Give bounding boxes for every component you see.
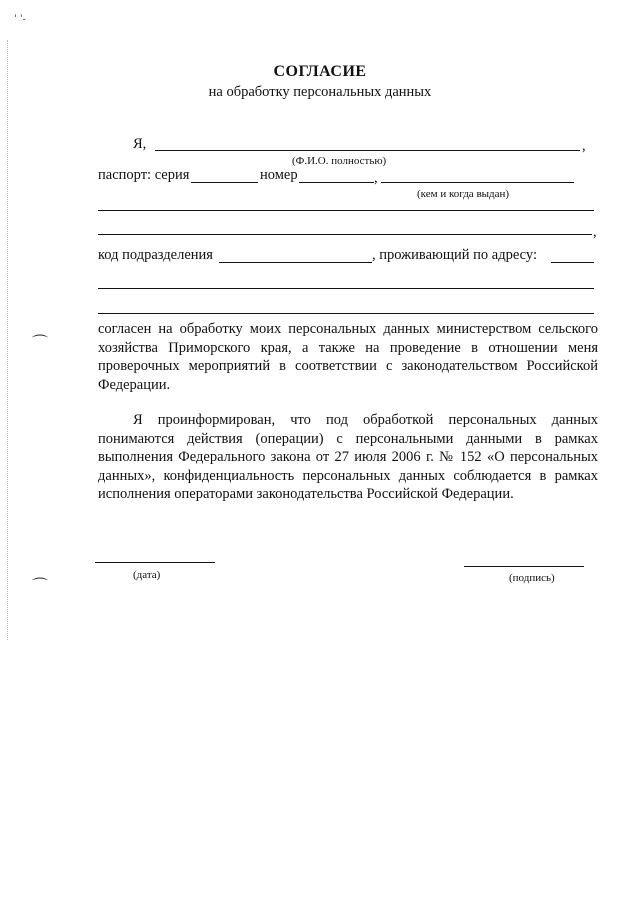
date-caption: (дата) bbox=[133, 569, 161, 581]
consent-paragraph: согласен на обработку моих персональных данных министерством сельского хозяйства Приморского края, а также на проведение в отношении меня проверочных мероприятий в соответствии с законодательством Российской Федерации. bbox=[98, 321, 598, 393]
division-code-field[interactable] bbox=[219, 262, 372, 263]
address-label: , проживающий по адресу: bbox=[372, 247, 537, 263]
address-field-3[interactable] bbox=[98, 313, 594, 314]
issued-caption: (кем и когда выдан) bbox=[417, 188, 510, 200]
punch-hole-mark-bottom: ⌒ bbox=[32, 576, 49, 595]
signature-caption: (подпись) bbox=[509, 572, 555, 584]
scan-corner-marks: ˈ ˈ˗ bbox=[14, 14, 26, 25]
passport-number-field[interactable] bbox=[299, 182, 374, 183]
passport-issued-field[interactable] bbox=[381, 182, 574, 183]
fio-field[interactable] bbox=[155, 150, 580, 151]
punch-hole-mark-top: ⌒ bbox=[32, 333, 49, 352]
issued-trailing-comma: , bbox=[593, 224, 597, 240]
passport-series-label: паспорт: серия bbox=[98, 167, 190, 183]
passport-number-label: номер bbox=[260, 167, 298, 183]
address-field[interactable] bbox=[551, 262, 594, 263]
division-code-label: код подразделения bbox=[98, 247, 213, 263]
fio-trailing-comma: , bbox=[582, 138, 586, 154]
passport-issued-field-2[interactable] bbox=[98, 210, 594, 211]
passport-issued-field-3[interactable] bbox=[98, 234, 592, 235]
information-paragraph: Я проинформирован, что под обработкой персональных данных понимаются действия (операции) с персональными данными в рамках выполнения Федерального закона от 27 июля 2006 г. № 152 «О персональных данных», конфиденциальность персональных данных соблюдается в рамках исполнения операторами законодательства Российской Федерации. bbox=[98, 412, 598, 502]
i-label: Я, bbox=[133, 136, 147, 152]
document-subtitle: на обработку персональных данных bbox=[208, 84, 432, 100]
fio-caption: (Ф.И.О. полностью) bbox=[292, 155, 387, 167]
document-title: СОГЛАСИЕ bbox=[273, 63, 367, 80]
passport-series-field[interactable] bbox=[191, 182, 258, 183]
date-field[interactable] bbox=[95, 562, 215, 563]
scan-edge-dots bbox=[7, 40, 8, 640]
signature-field[interactable] bbox=[464, 566, 584, 567]
passport-number-comma: , bbox=[374, 170, 378, 186]
address-field-2[interactable] bbox=[98, 288, 594, 289]
